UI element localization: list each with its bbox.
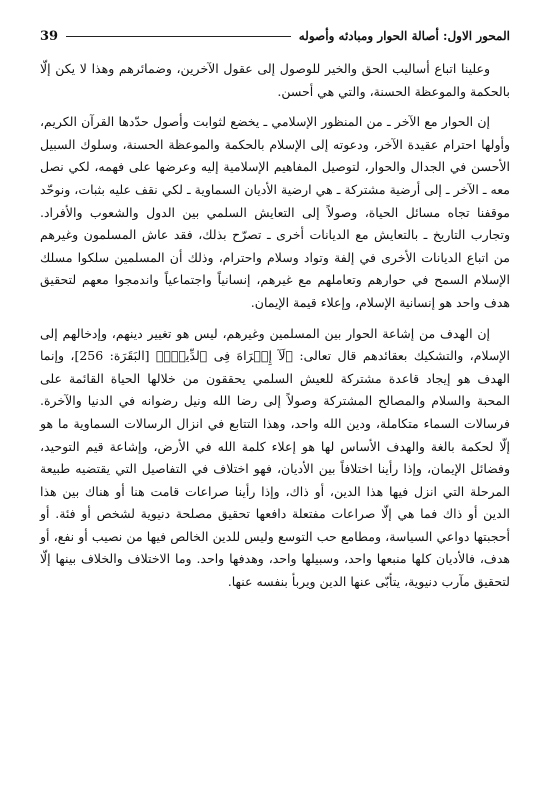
header-rule xyxy=(66,36,291,37)
running-header xyxy=(40,27,510,45)
paragraph: وعلينا اتباع أساليب الحق والخير للوصول إلى عقول الآخرين، وضمائرهم وهذا لا يكن إلّا بالحكمة والموعظة الحسنة، والتي هي أحسن. xyxy=(40,61,510,99)
paragraph: إن الهدف من إشاعة الحوار بين المسلمين وغيرهم، ليس هو تغيير دينهم، وإدخالهم إلى الإسلام، والتشكيك بعقائدهم قال تعالى: ﴿لَآ إِكۡرَاهَ فِى ٱلدِّينِۖ﴾ [البَقَرَة: 256]، وإنما الهدف هو إيجاد قاعدة مشتركة للعيش السلمي يحققون من خلالها الحياة القائمة على المحبة والسلام والمصالح المشتركة وصولاً إلى رضا الله ونيل رضوانه في الدنيا والآخرة. فرسالات السماء متكاملة، ودين الله واحد، وهذا التتابع في انزال الرسالات السماوية ما هو إلّا لحكمة بالغة والهدف الأساس لها هو إعلاء كلمة الله في الأرض، وإشاعة قيم التوحيد، وفضائل الإيمان، وإذا رأينا اختلافاً بين الأديان، فهو اختلاف في التفاصيل التي يقتضيه طبيعة المرحلة التي انزل فيها هذا الدين، أو ذاك، وإذا رأينا صراعات قامت هنا أو هناك بين هذا الدين أو ذاك فما هي إلّا صراعات مفتعلة دافعها تحقيق مصلحة دنيوية لشخص أو فئة. أو أحجبتها دواعي السياسة، ومطامع حب التوسع وليس للدين الخالص فيها من نصيب أو نفع، أو هدف، فالأديان كلها منبعها واحد، وسبيلها واحد، وهدفها واحد. وما الاختلاف والخلاف بينها إلّا لتحقيق مآرب دنيوية، يتأبّى عنها الدين ويربأ بنفسه عنها. xyxy=(40,325,510,590)
page-number: 39 xyxy=(40,28,59,44)
paragraph: إن الحوار مع الآخر ـ من المنظور الإسلامي ـ يخضع لثوابت وأصول حدّدها القرآن الكريم، وأولها احترام عقيدة الآخر، ودعوته إلى الإسلام بالحكمة والموعظة الحسنة، وسلوك السبيل الأحسن في الجدال والحوار، لتوصيل المفاهيم الإسلامية إليه وعرضها على فهمه، لكي نصل معه ـ الآخر ـ إلى أرضية مشتركة ـ هي ارضية الأديان السماوية ـ لكي نقف عليه بثبات، ونوحّد موقفنا تجاه مسائل الحياة، وصولاً إلى التعايش السلمي بين الدول والشعوب والأفراد. وتجارب التاريخ ـ بالتعايش مع الديانات أخرى ـ تصرّح بذلك، فقد عاش المسلمون وغيرهم من اتباع الديانات الأخرى في إلفة وتواد وسلام واحترام، وذلك أن المسلمين سلكوا مسلك الإسلام السمح في حوارهم وتعاملهم مع غيرهم، إنسانياً واجتماعياً واندمجوا معهم لتحقيق هدف واحد هو إنسانية الإسلام، وإعلاء قيمة الإيمان. xyxy=(40,114,510,310)
chapter-title: المحور الاول: أصالة الحوار ومبادئه وأصوله xyxy=(298,29,510,43)
body-text xyxy=(40,58,510,770)
